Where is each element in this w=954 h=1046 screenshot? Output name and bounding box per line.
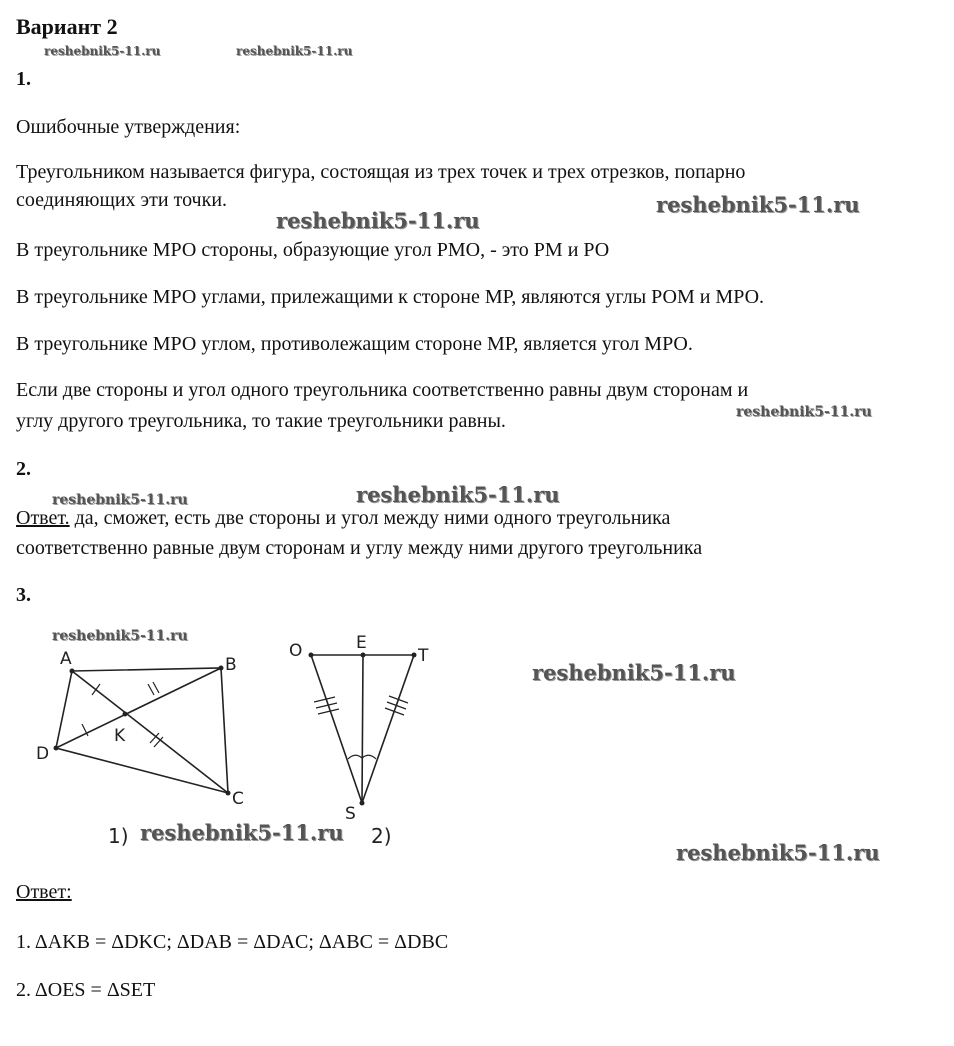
statement: углу другого треугольника, то такие треугольники равны. (16, 410, 506, 432)
watermark: reshebnik5-11.ru (44, 44, 161, 58)
quadrilateral-figure (56, 668, 228, 793)
statement: Треугольником называется фигура, состоящая из трех точек и трех отрезков, попарно (16, 161, 746, 183)
label-e: E (356, 633, 367, 653)
label-o: O (289, 641, 303, 661)
task3-answer-label (16, 878, 72, 906)
statement: соединяющих эти точки. (16, 189, 228, 211)
figure-1-label: 1) (108, 824, 129, 848)
watermark: reshebnik5-11.ru (276, 208, 480, 233)
page-title: Вариант 2 (16, 14, 118, 39)
answer-line: 2. ΔOES = ΔSET (16, 979, 156, 1001)
statement: Если две стороны и угол одного треугольника соответственно равны двум сторонам и (16, 379, 749, 401)
watermark: reshebnik5-11.ru (52, 628, 188, 644)
label-t: T (418, 646, 429, 666)
statement: В треугольнике МРО углом, противолежащим стороне МР, является угол МРО. (16, 333, 693, 355)
answer-text: да, сможет, есть две стороны и угол между ними одного треугольника (69, 507, 671, 529)
task-number: 1. (16, 68, 31, 90)
watermark: reshebnik5-11.ru (676, 840, 880, 865)
answer-line: 1. ΔAKB = ΔDKC; ΔDAB = ΔDAC; ΔABC = ΔDBC (16, 931, 449, 953)
statement: В треугольнике МРО стороны, образующие угол РМО, - это РМ и РО (16, 239, 610, 261)
watermark: reshebnik5-11.ru (736, 404, 872, 420)
label-s: S (345, 804, 356, 824)
watermark: reshebnik5-11.ru (656, 192, 860, 217)
label-k: K (114, 726, 126, 746)
label-d: D (36, 744, 50, 764)
task-number: 3. (16, 584, 31, 606)
answer-label: Ответ: (16, 881, 72, 903)
answer-label: Ответ. (16, 507, 70, 529)
watermark: reshebnik5-11.ru (236, 44, 353, 58)
watermark: reshebnik5-11.ru (532, 660, 736, 685)
label-b: B (225, 655, 237, 675)
statement: В треугольнике МРО углами, прилежащими к стороне МР, являются углы РОМ и МРО. (16, 286, 765, 308)
triangle-figure (311, 655, 414, 803)
watermark: reshebnik5-11.ru (356, 482, 560, 507)
label-c: C (232, 789, 244, 809)
task-number: 2. (16, 458, 31, 480)
watermark: reshebnik5-11.ru (140, 820, 344, 845)
label-a: A (60, 649, 72, 669)
figure-2-label: 2) (371, 824, 392, 848)
task1-heading: Ошибочные утверждения: (16, 116, 241, 138)
watermark: reshebnik5-11.ru (52, 492, 188, 508)
answer-text: соответственно равные двум сторонам и углу между ними другого треугольника (16, 537, 703, 559)
